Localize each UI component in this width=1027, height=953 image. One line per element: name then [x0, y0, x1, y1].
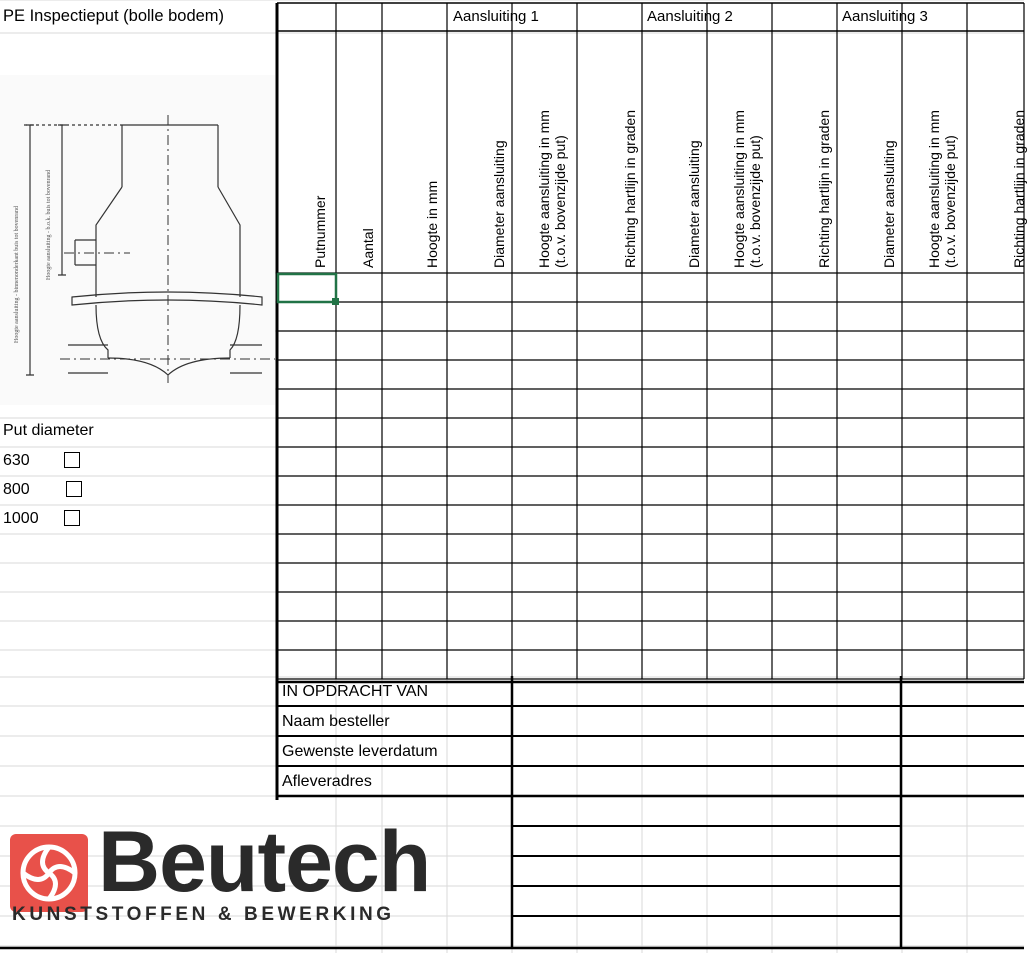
group-header-aansluiting-3: Aansluiting 3 [842, 8, 928, 25]
field-label-afleveradres: Afleveradres [282, 773, 372, 790]
diameter-630-checkbox[interactable] [64, 452, 80, 468]
column-header-sublabel: (t.o.v. bovenzijde put) [942, 135, 958, 268]
field-label-gewenste-leverdatum: Gewenste leverdatum [282, 743, 438, 760]
diameter-1000-checkbox[interactable] [64, 510, 80, 526]
field-value-naam-besteller[interactable] [518, 712, 898, 734]
field-label-naam-besteller: Naam besteller [282, 713, 390, 730]
field-value-gewenste-leverdatum[interactable] [518, 742, 898, 764]
column-header-sublabel: (t.o.v. bovenzijde put) [747, 135, 763, 268]
put-diameter-heading: Put diameter [3, 422, 94, 439]
fill-handle[interactable] [332, 298, 339, 305]
column-header-label: Diameter aansluiting [881, 140, 897, 268]
column-header-label: Aantal [360, 228, 376, 268]
column-header-label: Putnummer [312, 195, 328, 268]
column-header-label: Hoogte in mm [424, 180, 440, 268]
column-header-label: Hoogte aansluiting in mm [926, 110, 942, 268]
manhole-diagram-icon [0, 75, 275, 405]
field-value-in-opdracht-van[interactable] [518, 682, 898, 704]
selected-cell[interactable] [278, 274, 336, 302]
diameter-option-label: 800 [3, 481, 30, 498]
column-header-sublabel: (t.o.v. bovenzijde put) [552, 135, 568, 268]
column-header-label: Richting hartlijn in graden [816, 110, 832, 268]
column-header-label: Richting hartlijn in graden [622, 110, 638, 268]
beutech-tagline: KUNSTSTOFFEN & BEWERKING [12, 904, 395, 925]
group-header-aansluiting-1: Aansluiting 1 [453, 8, 539, 25]
column-header-label: Diameter aansluiting [491, 140, 507, 268]
group-header-aansluiting-2: Aansluiting 2 [647, 8, 733, 25]
column-header-label: Hoogte aansluiting in mm [731, 110, 747, 268]
beutech-wordmark: Beutech [98, 814, 431, 910]
beutech-mark-icon [10, 834, 88, 912]
column-header-label: Diameter aansluiting [686, 140, 702, 268]
field-value-afleveradres[interactable] [518, 772, 898, 794]
sheet-title: PE Inspectieput (bolle bodem) [3, 7, 225, 25]
field-label-in-opdracht-van: IN OPDRACHT VAN [282, 683, 429, 700]
diameter-option-label: 1000 [3, 510, 39, 527]
column-header-label: Richting hartlijn in graden [1011, 110, 1027, 268]
diagram-label-inner: Hoogte aansluiting - b.o.k. buis tot bovenrand [46, 169, 52, 280]
column-header-label: Hoogte aansluiting in mm [536, 110, 552, 268]
diameter-option-label: 630 [3, 452, 30, 469]
diagram-label-outer: Hoogte aansluiting - binnenonderkant buis tot bovenrand [14, 206, 20, 343]
diameter-800-checkbox[interactable] [66, 481, 82, 497]
